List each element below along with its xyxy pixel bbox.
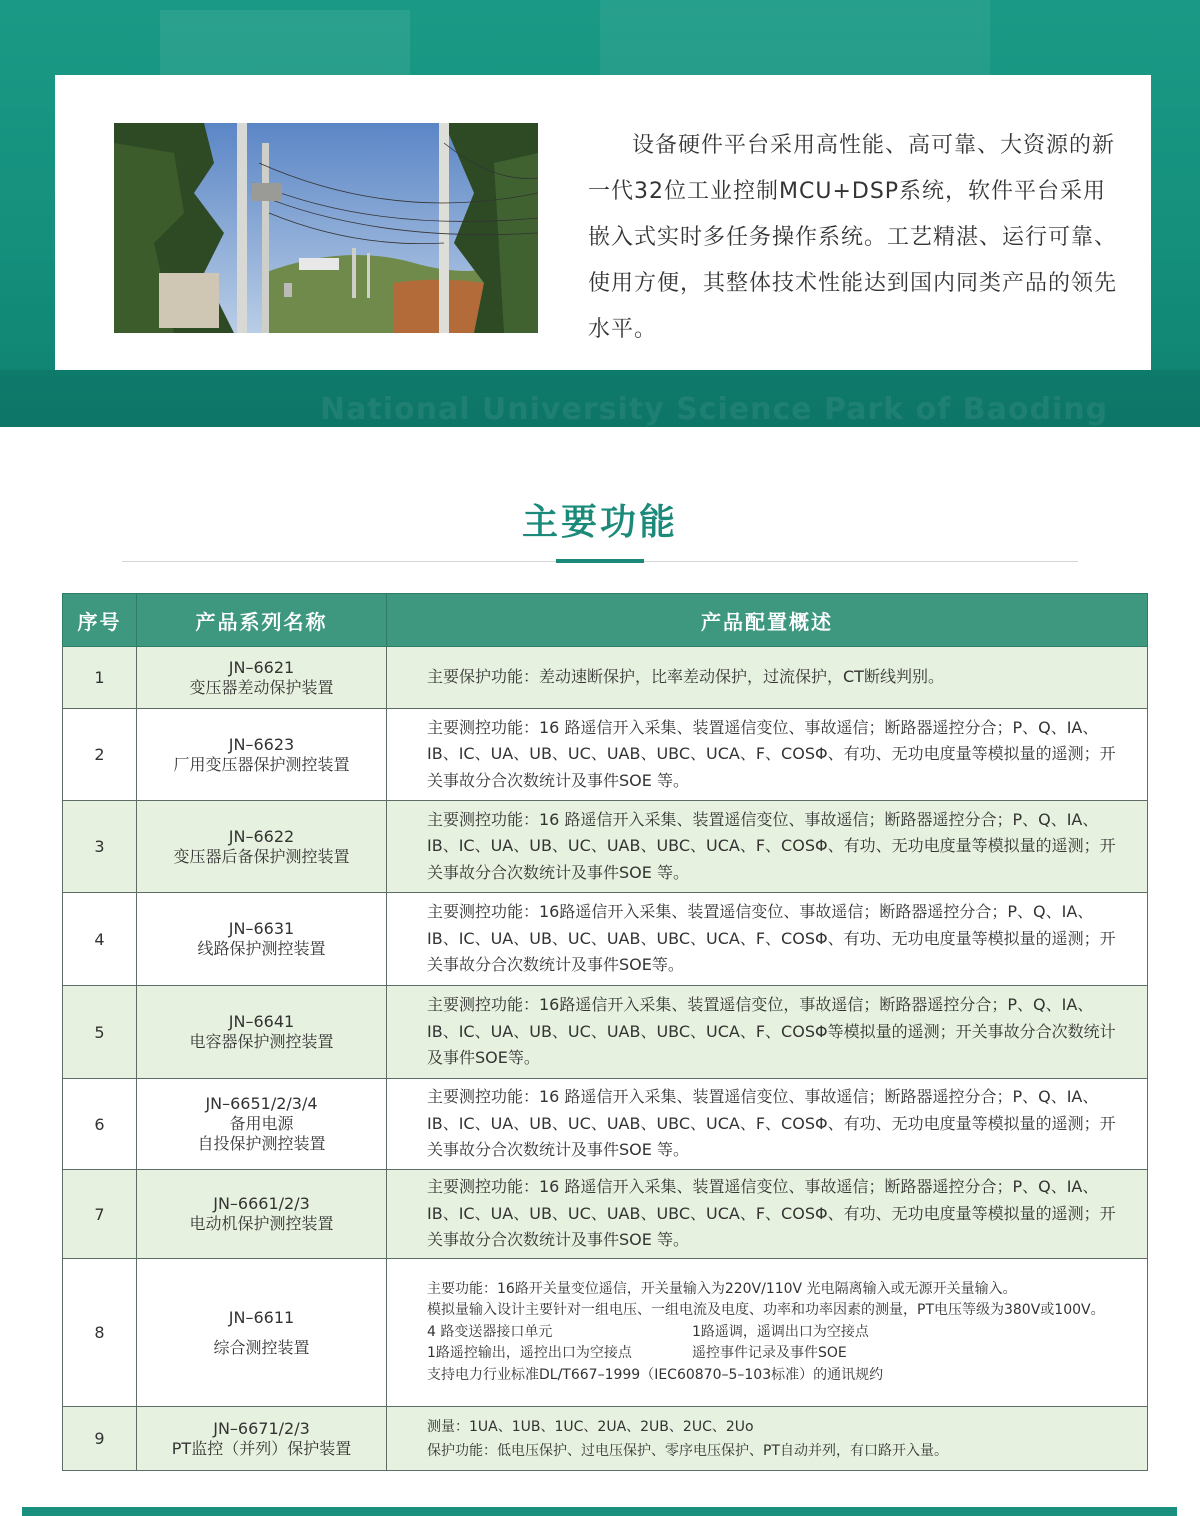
desc-item: 遥控事件记录及事件SOE: [692, 1345, 847, 1362]
product-name: 厂用变压器保护测控装置: [173, 754, 350, 774]
product-name-cell: [137, 1079, 387, 1170]
footer-bar: [22, 1507, 1177, 1516]
table-row: [63, 801, 1148, 893]
desc-item: 1路遥控输出，遥控出口为空接点: [427, 1345, 632, 1362]
product-desc: 主要测控功能：16 路遥信开入采集、装置遥信变位、事故遥信；断路器遥控分合；P、Q、IA、IB、IC、UA、UB、UC、UAB、UBC、UCA、F、COSΦ、有功、无功电度量等模拟量的遥测；开关事故分合次数统计及事件SOE 等。: [387, 1079, 1148, 1170]
background-building: [160, 10, 410, 80]
product-model: JN–6661/2/3: [213, 1194, 310, 1213]
desc-line: [427, 1343, 1117, 1365]
product-desc: 主要测控功能：16 路遥信开入采集、装置遥信变位、事故遥信；断路器遥控分合；P、Q、IA、IB、IC、UA、UB、UC、UAB、UBC、UCA、F、COSΦ、有功、无功电度量等模拟量的遥测；开关事故分合次数统计及事件SOE 等。: [387, 1170, 1148, 1259]
title-underline-accent: [556, 559, 644, 563]
product-model: JN–6623: [228, 734, 295, 754]
product-name-cell: [137, 647, 387, 709]
desc-line: 主要功能：16路开关量变位遥信，开关量输入为220V/110V 光电隔离输入或无源开关量输入。: [427, 1280, 1017, 1297]
table-row: [63, 986, 1148, 1079]
desc-line: 测量：1UA、1UB、1UC、2UA、2UB、2UC、2Uo: [427, 1418, 754, 1435]
table-row: [63, 1407, 1148, 1471]
row-num: 8: [63, 1259, 137, 1407]
table-row: [63, 709, 1148, 801]
table-row: [63, 893, 1148, 986]
header-desc: 产品配置概述: [387, 594, 1148, 647]
row-num: 4: [63, 893, 137, 986]
product-name-cell: [137, 1170, 387, 1259]
product-name: 电容器保护测控装置: [189, 1032, 334, 1051]
background-watermark: National University Science Park of Baoding: [320, 392, 1109, 427]
desc-line: 保护功能：低电压保护、过电压保护、零序电压保护、PT自动并列，有口路开入量。: [427, 1442, 948, 1459]
desc-item: 4 路变送器接口单元: [427, 1323, 553, 1340]
power-line-photo: [114, 123, 538, 333]
table-row: [63, 1259, 1148, 1407]
product-model: JN–6651/2/3/4: [205, 1094, 318, 1113]
row-num: 5: [63, 986, 137, 1079]
desc-line: 支持电力行业标准DL/T667–1999（IEC60870–5–103标准）的通讯规约: [427, 1366, 884, 1383]
desc-item: 1路遥调，遥调出口为空接点: [692, 1323, 869, 1340]
product-desc: 主要测控功能：16 路遥信开入采集、装置遥信变位、事故遥信；断路器遥控分合；P、Q、IA、IB、IC、UA、UB、UC、UAB、UBC、UCA、F、COSΦ、有功、无功电度量等模拟量的遥测；开关事故分合次数统计及事件SOE 等。: [387, 709, 1148, 801]
product-name: 线路保护测控装置: [197, 939, 326, 958]
header-num: 序号: [63, 594, 137, 647]
product-model: JN–6631: [228, 919, 295, 938]
product-name: 综合测控装置: [213, 1337, 310, 1357]
table-row: [63, 1079, 1148, 1170]
product-name-cell: [137, 709, 387, 801]
intro-card: [55, 75, 1151, 370]
product-model: JN–6611: [228, 1307, 295, 1327]
product-desc: 主要测控功能：16 路遥信开入采集、装置遥信变位、事故遥信；断路器遥控分合；P、Q、IA、IB、IC、UA、UB、UC、UAB、UBC、UCA、F、COSΦ、有功、无功电度量等模拟量的遥测；开关事故分合次数统计及事件SOE 等。: [387, 801, 1148, 893]
product-name: 备用电源: [229, 1114, 294, 1133]
product-name: 变压器差动保护装置: [189, 677, 334, 697]
background-building: [600, 0, 990, 75]
row-num: 7: [63, 1170, 137, 1259]
product-name-cell: [137, 801, 387, 893]
row-num: 1: [63, 647, 137, 709]
header-name: 产品系列名称: [137, 594, 387, 647]
table-row: [63, 1170, 1148, 1259]
row-num: 9: [63, 1407, 137, 1471]
desc-line: [427, 1322, 1117, 1344]
product-name: 自投保护测控装置: [197, 1134, 326, 1153]
product-name-cell: [137, 1407, 387, 1471]
product-name-cell: [137, 1259, 387, 1407]
product-desc: [387, 1407, 1148, 1471]
product-name: PT监控（并列）保护装置: [171, 1438, 352, 1458]
intro-description: 设备硬件平台采用高性能、高可靠、大资源的新一代32位工业控制MCU+DSP系统，软件平台采用嵌入式实时多任务操作系统。工艺精湛、运行可靠、使用方便，其整体技术性能达到国内同类产品的领先水平。: [588, 133, 1118, 342]
product-name-cell: [137, 893, 387, 986]
product-name: 变压器后备保护测控装置: [173, 846, 350, 866]
function-table: [62, 593, 1148, 1471]
table-row: [63, 647, 1148, 709]
product-model: JN–6621: [228, 657, 295, 677]
section-title: 主要功能: [521, 502, 678, 543]
product-name-cell: [137, 986, 387, 1079]
product-model: JN–6671/2/3: [213, 1418, 310, 1438]
product-name: 电动机保护测控装置: [189, 1214, 334, 1233]
row-num: 6: [63, 1079, 137, 1170]
desc-line: 模拟量输入设计主要针对一组电压、一组电流及电度、功率和功率因素的测量，PT电压等级为380V或100V。: [427, 1302, 1105, 1319]
product-model: JN–6622: [228, 826, 295, 846]
table-header-row: [63, 594, 1148, 647]
product-desc: 主要保护功能：差动速断保护，比率差动保护，过流保护，CT断线判别。: [387, 647, 1148, 709]
product-model: JN–6641: [228, 1012, 295, 1031]
product-desc: [387, 1259, 1148, 1407]
product-desc: 主要测控功能：16路遥信开入采集、装置遥信变位、事故遥信；断路器遥控分合；P、Q、IA、IB、IC、UA、UB、UC、UAB、UBC、UCA、F、COSΦ、有功、无功电度量等模拟量的遥测；开关事故分合次数统计及事件SOE等。: [387, 893, 1148, 986]
row-num: 3: [63, 801, 137, 893]
product-desc: 主要测控功能：16路遥信开入采集、装置遥信变位，事故遥信；断路器遥控分合；P、Q、IA、IB、IC、UA、UB、UC、UAB、UBC、UCA、F、COSΦ等模拟量的遥测；开关事故分合次数统计及事件SOE等。: [387, 986, 1148, 1079]
row-num: 2: [63, 709, 137, 801]
